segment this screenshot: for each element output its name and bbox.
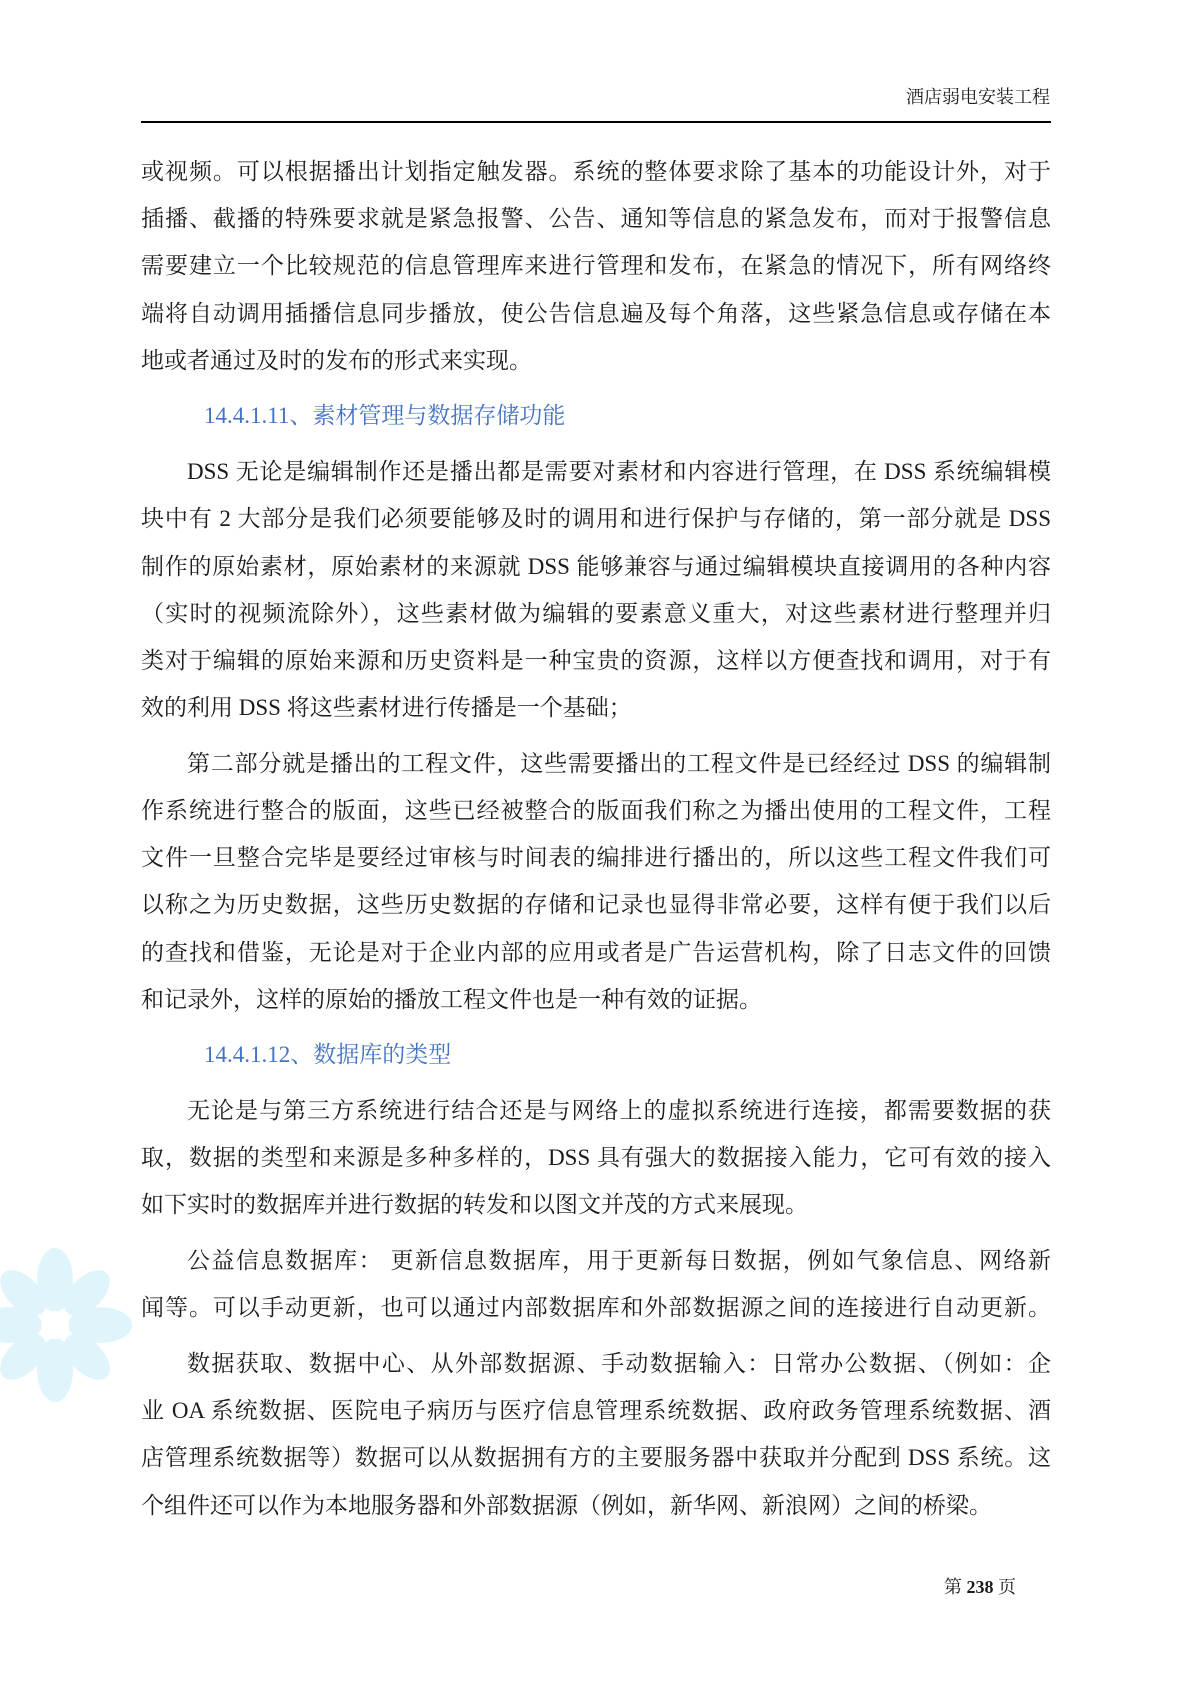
document-body [141,148,1051,1529]
text-line: DSS 无论是编辑制作还是播出都是需要对素材和内容进行管理，在 DSS 系统编辑模 [187,459,1051,485]
paragraph [141,740,1051,1023]
text-line: 取，数据的类型和来源是多种多样的，DSS 具有强大的数据接入能力，它可有效的接入 [141,1145,1051,1171]
paragraph [141,1237,1051,1331]
text-line: 端将自动调用插播信息同步播放，使公告信息遍及每个角落，这些紧急信息或存储在本 [141,300,1051,326]
page-prefix: 第 [944,1577,962,1597]
flower-logo-icon [0,1240,140,1410]
text-line: 闻等。可以手动更新，也可以通过内部数据库和外部数据源之间的连接进行自动更新。 [141,1295,1051,1321]
document-header-title: 酒店弱电安装工程 [906,87,1050,107]
paragraph [141,1087,1051,1229]
text-line: 数据获取、数据中心、从外部数据源、手动数据输入：日常办公数据、（例如：企 [187,1351,1051,1376]
text-line: 地或者通过及时的发布的形式来实现。 [141,347,532,373]
text-line: 业 OA 系统数据、医院电子病历与医疗信息管理系统数据、政府政务管理系统数据、酒 [141,1398,1051,1424]
paragraph [141,448,1051,731]
text-line: 文件一旦整合完毕是要经过审核与时间表的编排进行播出的，所以这些工程文件我们可 [141,845,1051,871]
paragraph [141,148,1051,384]
text-line: 制作的原始素材，原始素材的来源就 DSS 能够兼容与通过编辑模块直接调用的各种内容 [141,553,1051,579]
text-line: 和记录外，这样的原始的播放工程文件也是一种有效的证据。 [141,986,762,1012]
text-line: 需要建立一个比较规范的信息管理库来进行管理和发布，在紧急的情况下，所有网络终 [141,253,1051,279]
section-heading: 14.4.1.12、数据库的类型 [204,1042,452,1068]
text-line: 个组件还可以作为本地服务器和外部数据源（例如，新华网、新浪网）之间的桥梁。 [141,1492,992,1518]
text-line: 店管理系统数据等）数据可以从数据拥有方的主要服务器中获取并分配到 DSS 系统。这 [141,1445,1051,1471]
text-line: 类对于编辑的原始来源和历史资料是一种宝贵的资源，这样以方便查找和调用，对于有 [141,647,1051,673]
page-number: 238 [966,1577,994,1597]
text-line: （实时的视频流除外），这些素材做为编辑的要素意义重大，对这些素材进行整理并归 [141,600,1051,626]
paragraph [141,1340,1051,1529]
text-line: 作系统进行整合的版面，这些已经被整合的版面我们称之为播出使用的工程文件，工程 [141,797,1051,823]
text-line: 公益信息数据库： 更新信息数据库，用于更新每日数据，例如气象信息、网络新 [187,1248,1051,1274]
text-line: 或视频。可以根据播出计划指定触发器。系统的整体要求除了基本的功能设计外，对于 [141,159,1051,184]
text-line: 第二部分就是播出的工程文件，这些需要播出的工程文件是已经经过 DSS 的编辑制 [187,750,1051,776]
header-divider [141,121,1051,123]
section-heading: 14.4.1.11、素材管理与数据存储功能 [204,403,566,429]
text-line: 无论是与第三方系统进行结合还是与网络上的虚拟系统进行连接，都需要数据的获 [187,1098,1051,1124]
text-line: 的查找和借鉴，无论是对于企业内部的应用或者是广告运营机构，除了日志文件的回馈 [141,939,1051,965]
text-line: 插播、截播的特殊要求就是紧急报警、公告、通知等信息的紧急发布，而对于报警信息 [141,206,1051,232]
text-line: 块中有 2 大部分是我们必须要能够及时的调用和进行保护与存储的，第一部分就是 DSS [141,506,1051,532]
page-number-footer [944,1576,1016,1598]
text-line: 如下实时的数据库并进行数据的转发和以图文并茂的方式来展现。 [141,1192,808,1218]
page-suffix: 页 [998,1577,1016,1597]
text-line: 效的利用 DSS 将这些素材进行传播是一个基础； [141,695,632,721]
text-line: 以称之为历史数据，这些历史数据的存储和记录也显得非常必要，这样有便于我们以后 [141,892,1051,918]
